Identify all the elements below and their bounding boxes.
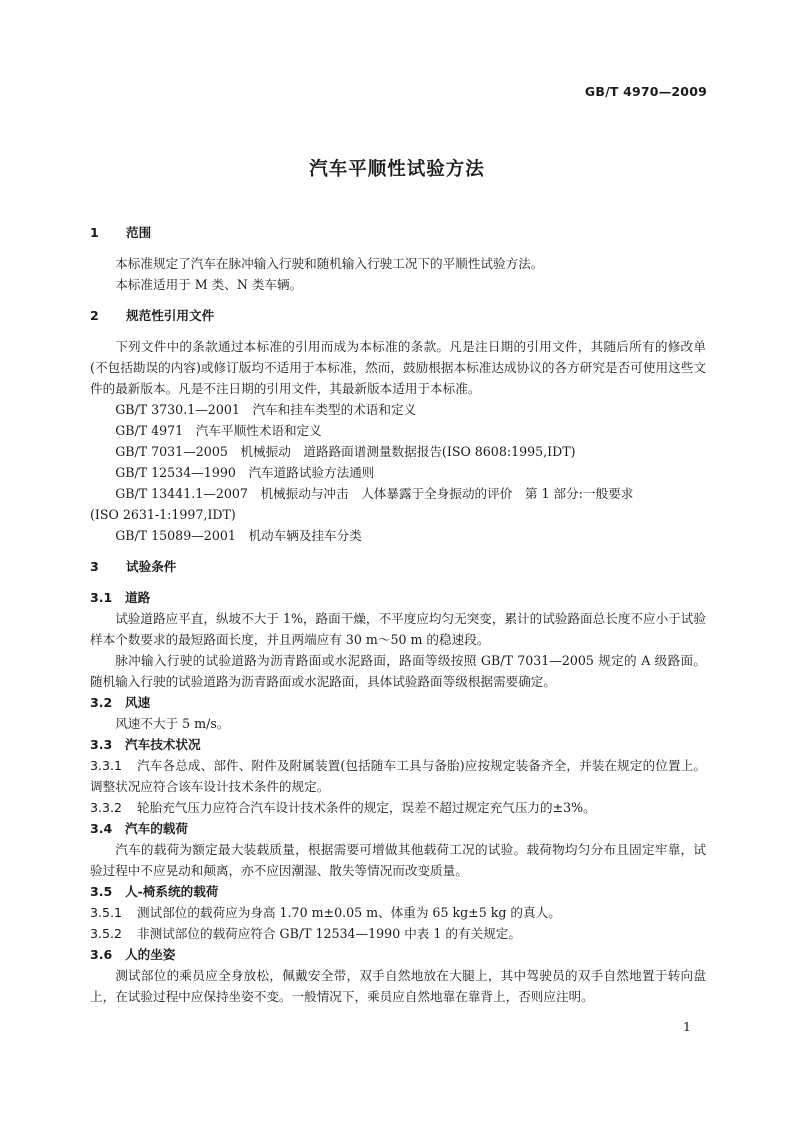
section-3-2-heading: 3.2 风速 <box>90 695 151 710</box>
page-number: 1 <box>683 1019 691 1034</box>
section-3-3-heading: 3.3 汽车技术状况 <box>90 737 201 752</box>
section-1-para-2: 本标准适用于 M 类、N 类车辆。 <box>115 277 303 292</box>
section-3-5-heading: 3.5 人-椅系统的载荷 <box>90 884 219 899</box>
section-3-6-para-1: 测试部位的乘员应全身放松，佩戴安全带，双手自然地放在大腿上，其中驾驶员的双手自然地置于转向盘上，在试验过程中应保持坐姿不变。一般情况下，乘员应自然地靠在靠背上，否则应注明。 <box>90 968 706 1004</box>
reference-item: GB/T 13441.1—2007 机械振动与冲击 人体暴露于全身振动的评价 第 1 部分:一般要求 <box>115 486 634 501</box>
section-1-heading: 1 范围 <box>90 225 152 240</box>
section-3-6-heading: 3.6 人的坐姿 <box>90 947 176 962</box>
section-3-2-para-1: 风速不大于 5 m/s。 <box>115 716 230 731</box>
section-3-heading: 3 试验条件 <box>90 559 177 574</box>
reference-item-continuation: (ISO 2631-1:1997,IDT) <box>90 507 236 522</box>
section-3-1-heading: 3.1 道路 <box>90 590 151 605</box>
section-2-para-1: 下列文件中的条款通过本标准的引用而成为本标准的条款。凡是注日期的引用文件，其随后所有的修改单(不包括勘误的内容)或修订版均不适用于本标准，然而，鼓励根据本标准达成协议的各方研究是否可使用这些文件的最新版本。凡是不注日期的引用文件，其最新版本适用于本标准。 <box>90 339 706 396</box>
section-3-4-para-1: 汽车的载荷为额定最大装载质量，根据需要可增做其他载荷工况的试验。载荷物均匀分布且固定牢靠，试验过程中不应晃动和颠离，亦不应因潮湿、散失等情况而改变质量。 <box>90 842 706 878</box>
section-1-para-1: 本标准规定了汽车在脉冲输入行驶和随机输入行驶工况下的平顺性试验方法。 <box>115 256 544 271</box>
document-title: 汽车平顺性试验方法 <box>309 159 485 180</box>
section-3-4-heading: 3.4 汽车的载荷 <box>90 821 188 836</box>
section-3-1-para-2: 脉冲输入行驶的试验道路为沥青路面或水泥路面，路面等级按照 GB/T 7031—2005 规定的 A 级路面。随机输入行驶的试验道路为沥青路面或水泥路面，具体试验路面等级根据需要确定。 <box>90 653 706 689</box>
reference-item: GB/T 4971 汽车平顺性术语和定义 <box>115 423 322 438</box>
section-2-heading: 2 规范性引用文件 <box>90 308 215 323</box>
reference-item: GB/T 7031—2005 机械振动 道路路面谱测量数据报告(ISO 8608:1995,IDT) <box>115 444 576 459</box>
clause-3-5-2: 3.5.2 非测试部位的载荷应符合 GB/T 12534—1990 中表 1 的有关规定。 <box>90 926 521 941</box>
clause-3-3-1: 3.3.1 汽车各总成、部件、附件及附属装置(包括随车工具与备胎)应按规定装备齐全，并装在规定的位置上。调整状况应符合该车设计技术条件的规定。 <box>90 758 706 794</box>
clause-3-3-2: 3.3.2 轮胎充气压力应符合汽车设计技术条件的规定，误差不超过规定充气压力的±3%。 <box>90 800 596 815</box>
section-3-1-para-1: 试验道路应平直，纵坡不大于 1%，路面干燥，不平度应均匀无突变，累计的试验路面总长度不应小于试验样本个数要求的最短路面长度，并且两端应有 30 m～50 m 的稳速段。 <box>90 611 706 647</box>
reference-item: GB/T 3730.1—2001 汽车和挂车类型的术语和定义 <box>115 402 417 417</box>
document-body <box>90 222 706 1007</box>
reference-item: GB/T 12534—1990 汽车道路试验方法通则 <box>115 465 375 480</box>
reference-item: GB/T 15089—2001 机动车辆及挂车分类 <box>115 528 362 543</box>
standard-code: GB/T 4970—2009 <box>584 84 707 99</box>
clause-3-5-1: 3.5.1 测试部位的载荷应为身高 1.70 m±0.05 m、体重为 65 kg±5 kg 的真人。 <box>90 905 561 920</box>
